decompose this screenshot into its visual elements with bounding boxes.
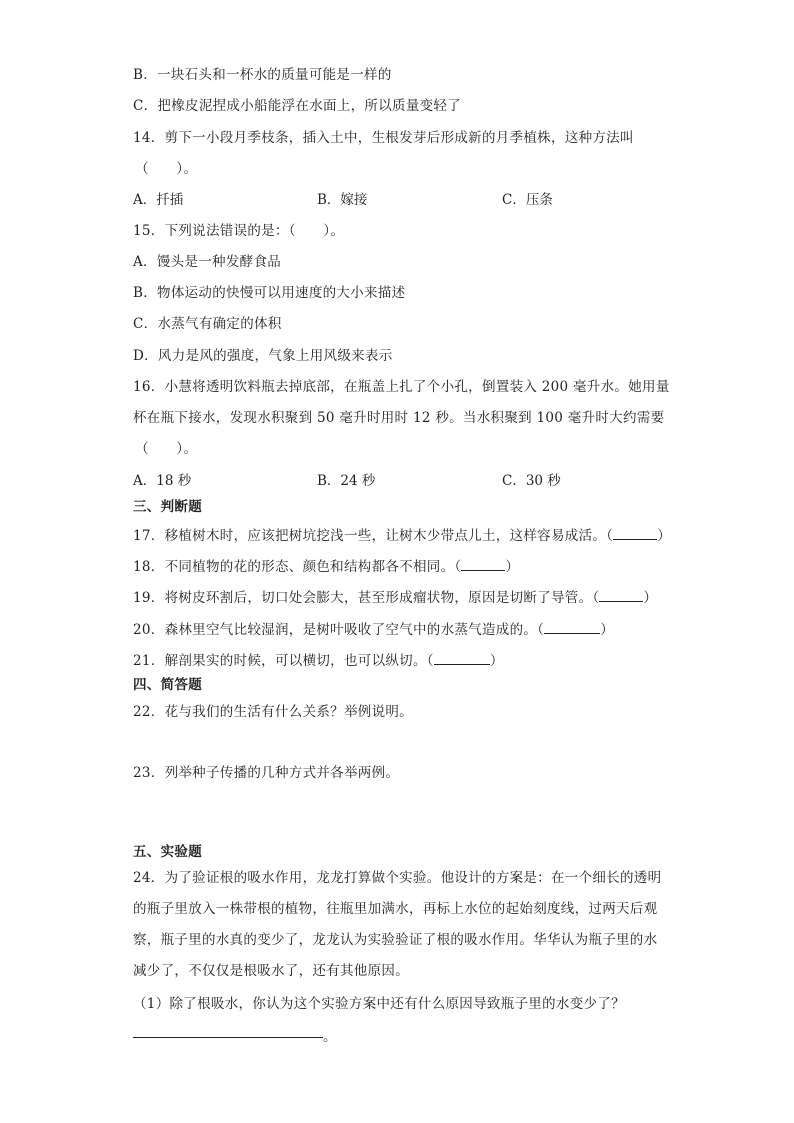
q18-close: ） — [505, 559, 520, 575]
q20-text: 20．森林里空气比较湿润，是树叶吸收了空气中的水蒸气造成的。（ — [133, 622, 545, 638]
q16-option-a: A．18 秒 — [133, 473, 192, 489]
q19-answer-blank[interactable] — [599, 587, 643, 602]
q24-subquestion-1: （1）除了根吸水，你认为这个实验方案中还有什么原因导致瓶子里的水变少了？ — [133, 996, 625, 1012]
q19-close: ） — [643, 590, 658, 606]
q15-option-d: D．风力是风的强度，气象上用风级来表示 — [133, 348, 393, 364]
q15-option-b: B．物体运动的快慢可以用速度的大小来描述 — [133, 285, 406, 301]
q20-answer-blank[interactable] — [544, 619, 600, 634]
q24-line1: 24．为了验证根的吸水作用，龙龙打算做个实验。他设计的方案是：在一个细长的透明 — [133, 870, 662, 886]
q21 — [133, 650, 504, 670]
q24-line3: 察，瓶子里的水真的变少了，龙龙认为实验验证了根的吸水作用。华华认为瓶子里的水 — [133, 932, 658, 948]
q20-close: ） — [600, 622, 615, 638]
section-5-heading: 五、实验题 — [133, 844, 202, 860]
q16-stem-line2: 杯在瓶下接水，发现水积聚到 50 毫升时用时 12 秒。当水积聚到 100 毫升时大约需要 — [133, 410, 665, 426]
q17-close: ） — [657, 528, 672, 544]
q18 — [133, 556, 519, 576]
q14-blank: （ ）。 — [135, 161, 198, 177]
q21-answer-blank[interactable] — [434, 650, 490, 665]
q14-option-c: C．压条 — [502, 192, 553, 208]
q17-text: 17．移植树木时，应该把树坑挖浅一些，让树木少带点儿土，这样容易成活。（ — [133, 528, 614, 544]
q17 — [133, 525, 671, 545]
q16-option-c: C．30 秒 — [502, 473, 561, 489]
q18-answer-blank[interactable] — [461, 556, 505, 571]
q15-stem: 15．下列说法错误的是：（ ）。 — [133, 223, 345, 239]
q24-1-end-period: 。 — [323, 1029, 337, 1045]
q15-option-a: A．馒头是一种发酵食品 — [133, 254, 282, 270]
q18-text: 18．不同植物的花的形态、颜色和结构都各不相同。（ — [133, 559, 462, 575]
q23: 23．列举种子传播的几种方式并各举两例。 — [133, 765, 400, 781]
q15-option-c: C．水蒸气有确定的体积 — [133, 316, 282, 332]
section-4-heading: 四、简答题 — [133, 677, 202, 693]
q24-line2: 的瓶子里放入一株带根的植物，往瓶里加满水，再标上水位的起始刻度线，过两天后观 — [133, 901, 658, 917]
q16-blank: （ ）。 — [135, 441, 198, 457]
q24-1-answer-line[interactable] — [133, 1036, 323, 1038]
q14-stem: 14．剪下一小段月季枝条，插入土中，生根发芽后形成新的月季植株，这种方法叫 — [133, 130, 634, 146]
q14-option-a: A．扦插 — [133, 192, 184, 208]
section-3-heading: 三、判断题 — [133, 499, 202, 515]
q21-close: ） — [489, 653, 504, 669]
q21-text: 21．解剖果实的时候，可以横切，也可以纵切。（ — [133, 653, 434, 669]
q19-text: 19．将树皮环割后，切口处会膨大，甚至形成瘤状物，原因是切断了导管。（ — [133, 590, 600, 606]
q19 — [133, 587, 657, 607]
q16-option-b: B．24 秒 — [317, 473, 376, 489]
q24-line4: 减少了，不仅仅是根吸水了，还有其他原因。 — [133, 963, 409, 979]
q14-option-b: B．嫁接 — [317, 192, 368, 208]
q17-answer-blank[interactable] — [613, 525, 657, 540]
q13-option-b: B．一块石头和一杯水的质量可能是一样的 — [133, 67, 392, 83]
q13-option-c: C．把橡皮泥捏成小船能浮在水面上，所以质量变轻了 — [133, 98, 462, 114]
q22: 22．花与我们的生活有什么关系？举例说明。 — [133, 704, 413, 720]
q20 — [133, 619, 614, 639]
q16-stem-line1: 16．小慧将透明饮料瓶去掉底部，在瓶盖上扎了个小孔，倒置装入 200 毫升水。她用量 — [133, 379, 670, 395]
